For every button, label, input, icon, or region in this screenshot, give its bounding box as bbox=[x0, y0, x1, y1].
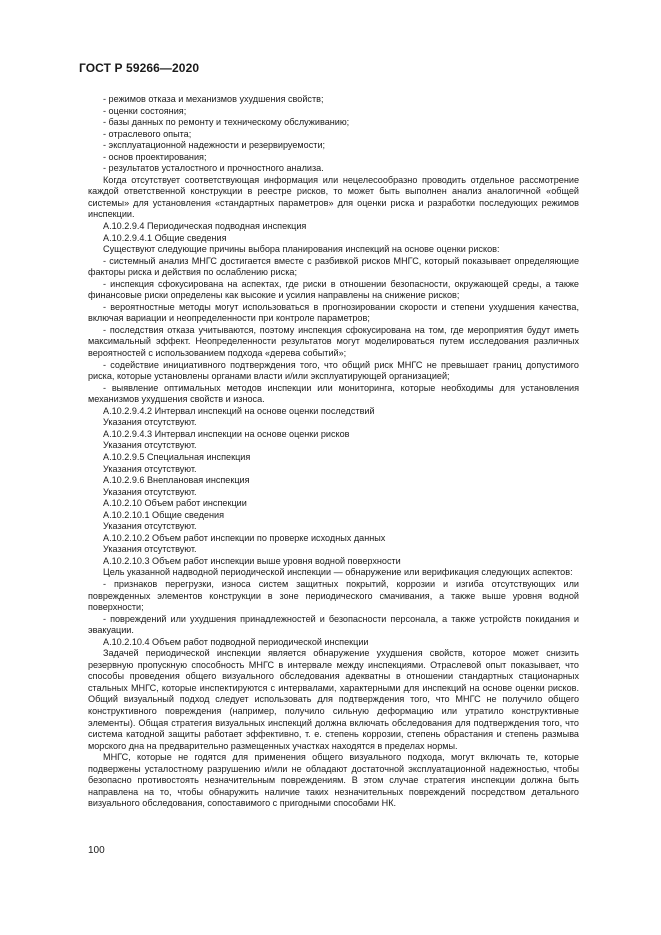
paragraph: - инспекция сфокусирована на аспектах, где риски в отношении безопасности, окружающей среды, а также финансовые риски определены как высокие и усилия направлены на снижение рисков; bbox=[88, 278, 579, 301]
paragraph: - последствия отказа учитываются, поэтому инспекция сфокусирована на том, где мероприятия будут иметь максимальный эффект. Неопределенности результатов могут моделироваться путем исследования различных вероятностей с использованием подхода «дерева событий»; bbox=[88, 324, 579, 359]
paragraph: - оценки состояния; bbox=[103, 105, 187, 116]
paragraph: Существуют следующие причины выбора планирования инспекций на основе оценки рисков: bbox=[103, 244, 500, 255]
paragraph: Когда отсутствует соответствующая информация или нецелесообразно проводить отдельное рассмотрение каждой ответственной конструкции в реестре рисков, то может быть выполнен анализ аналогичной «общей системы» для установления «стандартных параметров» для оценки риска и разработки последующих режимов инспекции. bbox=[88, 174, 579, 220]
paragraph: - повреждений или ухудшения принадлежностей и безопасности персонала, а также устройств покидания и эвакуации. bbox=[88, 613, 579, 636]
paragraph: А.10.2.10.3 Объем работ инспекции выше уровня водной поверхности bbox=[103, 555, 401, 566]
paragraph: Указания отсутствуют. bbox=[103, 440, 197, 451]
paragraph: А.10.2.9.5 Специальная инспекция bbox=[103, 451, 251, 462]
paragraph: А.10.2.10.1 Общие сведения bbox=[103, 509, 224, 520]
document-body bbox=[88, 94, 579, 810]
paragraph: А.10.2.10.2 Объем работ инспекции по проверке исходных данных bbox=[103, 532, 386, 543]
document-header: ГОСТ Р 59266—2020 bbox=[79, 61, 200, 75]
paragraph: Цель указанной надводной периодической инспекции — обнаружение или верификация следующих аспектов: bbox=[103, 567, 573, 578]
page-number: 100 bbox=[88, 845, 105, 856]
paragraph: - результатов усталостного и прочностного анализа. bbox=[103, 163, 324, 174]
paragraph: Указания отсутствуют. bbox=[103, 486, 197, 497]
paragraph: А.10.2.9.4 Периодическая подводная инспекция bbox=[103, 221, 307, 232]
paragraph: А.10.2.9.6 Внеплановая инспекция bbox=[103, 475, 250, 486]
paragraph: А.10.2.10 Объем работ инспекции bbox=[103, 498, 247, 509]
paragraph: Указания отсутствуют. bbox=[103, 463, 197, 474]
paragraph: МНГС, которые не годятся для применения общего визуального подхода, могут включать те, которые подвержены усталостному разрушению и/или не обладают достаточной эксплуатационной надежностью, чтобы безопасно противостоять незначительным повреждениям. В этом случае стратегия инспекции должна быть направлена на то, чтобы обнаружить наличие таких незначительных повреждений посредством детального визуального обследования, сопоставимого с пригодными способами НК. bbox=[88, 752, 579, 809]
paragraph: - вероятностные методы могут использоваться в прогнозировании скорости и степени ухудшения качества, включая вариации и неопределенности при контроле параметров; bbox=[88, 301, 579, 324]
paragraph: - системный анализ МНГС достигается вместе с разбивкой рисков МНГС, который показывает определяющие факторы риска и действия по ослаблению риска; bbox=[88, 255, 579, 278]
paragraph: А.10.2.10.4 Объем работ подводной периодической инспекции bbox=[103, 636, 369, 647]
paragraph: - выявление оптимальных методов инспекции или мониторинга, которые необходимы для установления механизмов ухудшения свойств и износа. bbox=[88, 382, 579, 405]
paragraph: А.10.2.9.4.1 Общие сведения bbox=[103, 232, 227, 243]
paragraph: - отраслевого опыта; bbox=[103, 128, 192, 139]
paragraph: - базы данных по ремонту и техническому обслуживанию; bbox=[103, 117, 350, 128]
paragraph: Указания отсутствуют. bbox=[103, 544, 197, 555]
paragraph: - режимов отказа и механизмов ухудшения свойств; bbox=[103, 94, 324, 104]
paragraph: А.10.2.9.4.2 Интервал инспекций на основе оценки последствий bbox=[103, 405, 375, 416]
paragraph: - эксплуатационной надежности и резервируемости; bbox=[103, 140, 326, 151]
paragraph: - признаков перегрузки, износа систем защитных покрытий, коррозии и изгиба отсутствующих или поврежденных элементов конструкции в зоне периодического смачивания, а также выше уровня водной поверхности; bbox=[88, 578, 579, 613]
paragraph: Задачей периодической инспекции является обнаружение ухудшения свойств, которое может снизить резервную пропускную способность МНГС в интервале между инспекциями. Отраслевой опыт показывает, что способы проведения общего визуального обследования адекватны в отношении стандартных стационарных стальных МНГС, которые инспектируются с интервалами, характерными для инспекций на основе оценки рисков. Общий визуальный подход следует использовать для подтверждения того, что МНГС не получило общего конструктивного повреждения (например, получило сильную деформацию или утратило конструктивные элементы). Общая стратегия визуальных инспекций должна включать обследования для подтверждения того, что система катодной защиты работает эффективно, т. е. степень коррозии, степень обрастания и степень размыва морского дна на предварительно размещенных участках находятся в пределах нормы. bbox=[88, 648, 579, 751]
paragraph: А.10.2.9.4.3 Интервал инспекции на основе оценки рисков bbox=[103, 428, 350, 439]
paragraph: - основ проектирования; bbox=[103, 151, 207, 162]
paragraph: Указания отсутствуют. bbox=[103, 417, 197, 428]
paragraph: Указания отсутствуют. bbox=[103, 521, 197, 532]
paragraph: - содействие инициативного подтверждения того, что общий риск МНГС не превышает границ допустимого риска, которые установлены органами власти и/или эксплуатирующей организацией; bbox=[88, 359, 579, 382]
